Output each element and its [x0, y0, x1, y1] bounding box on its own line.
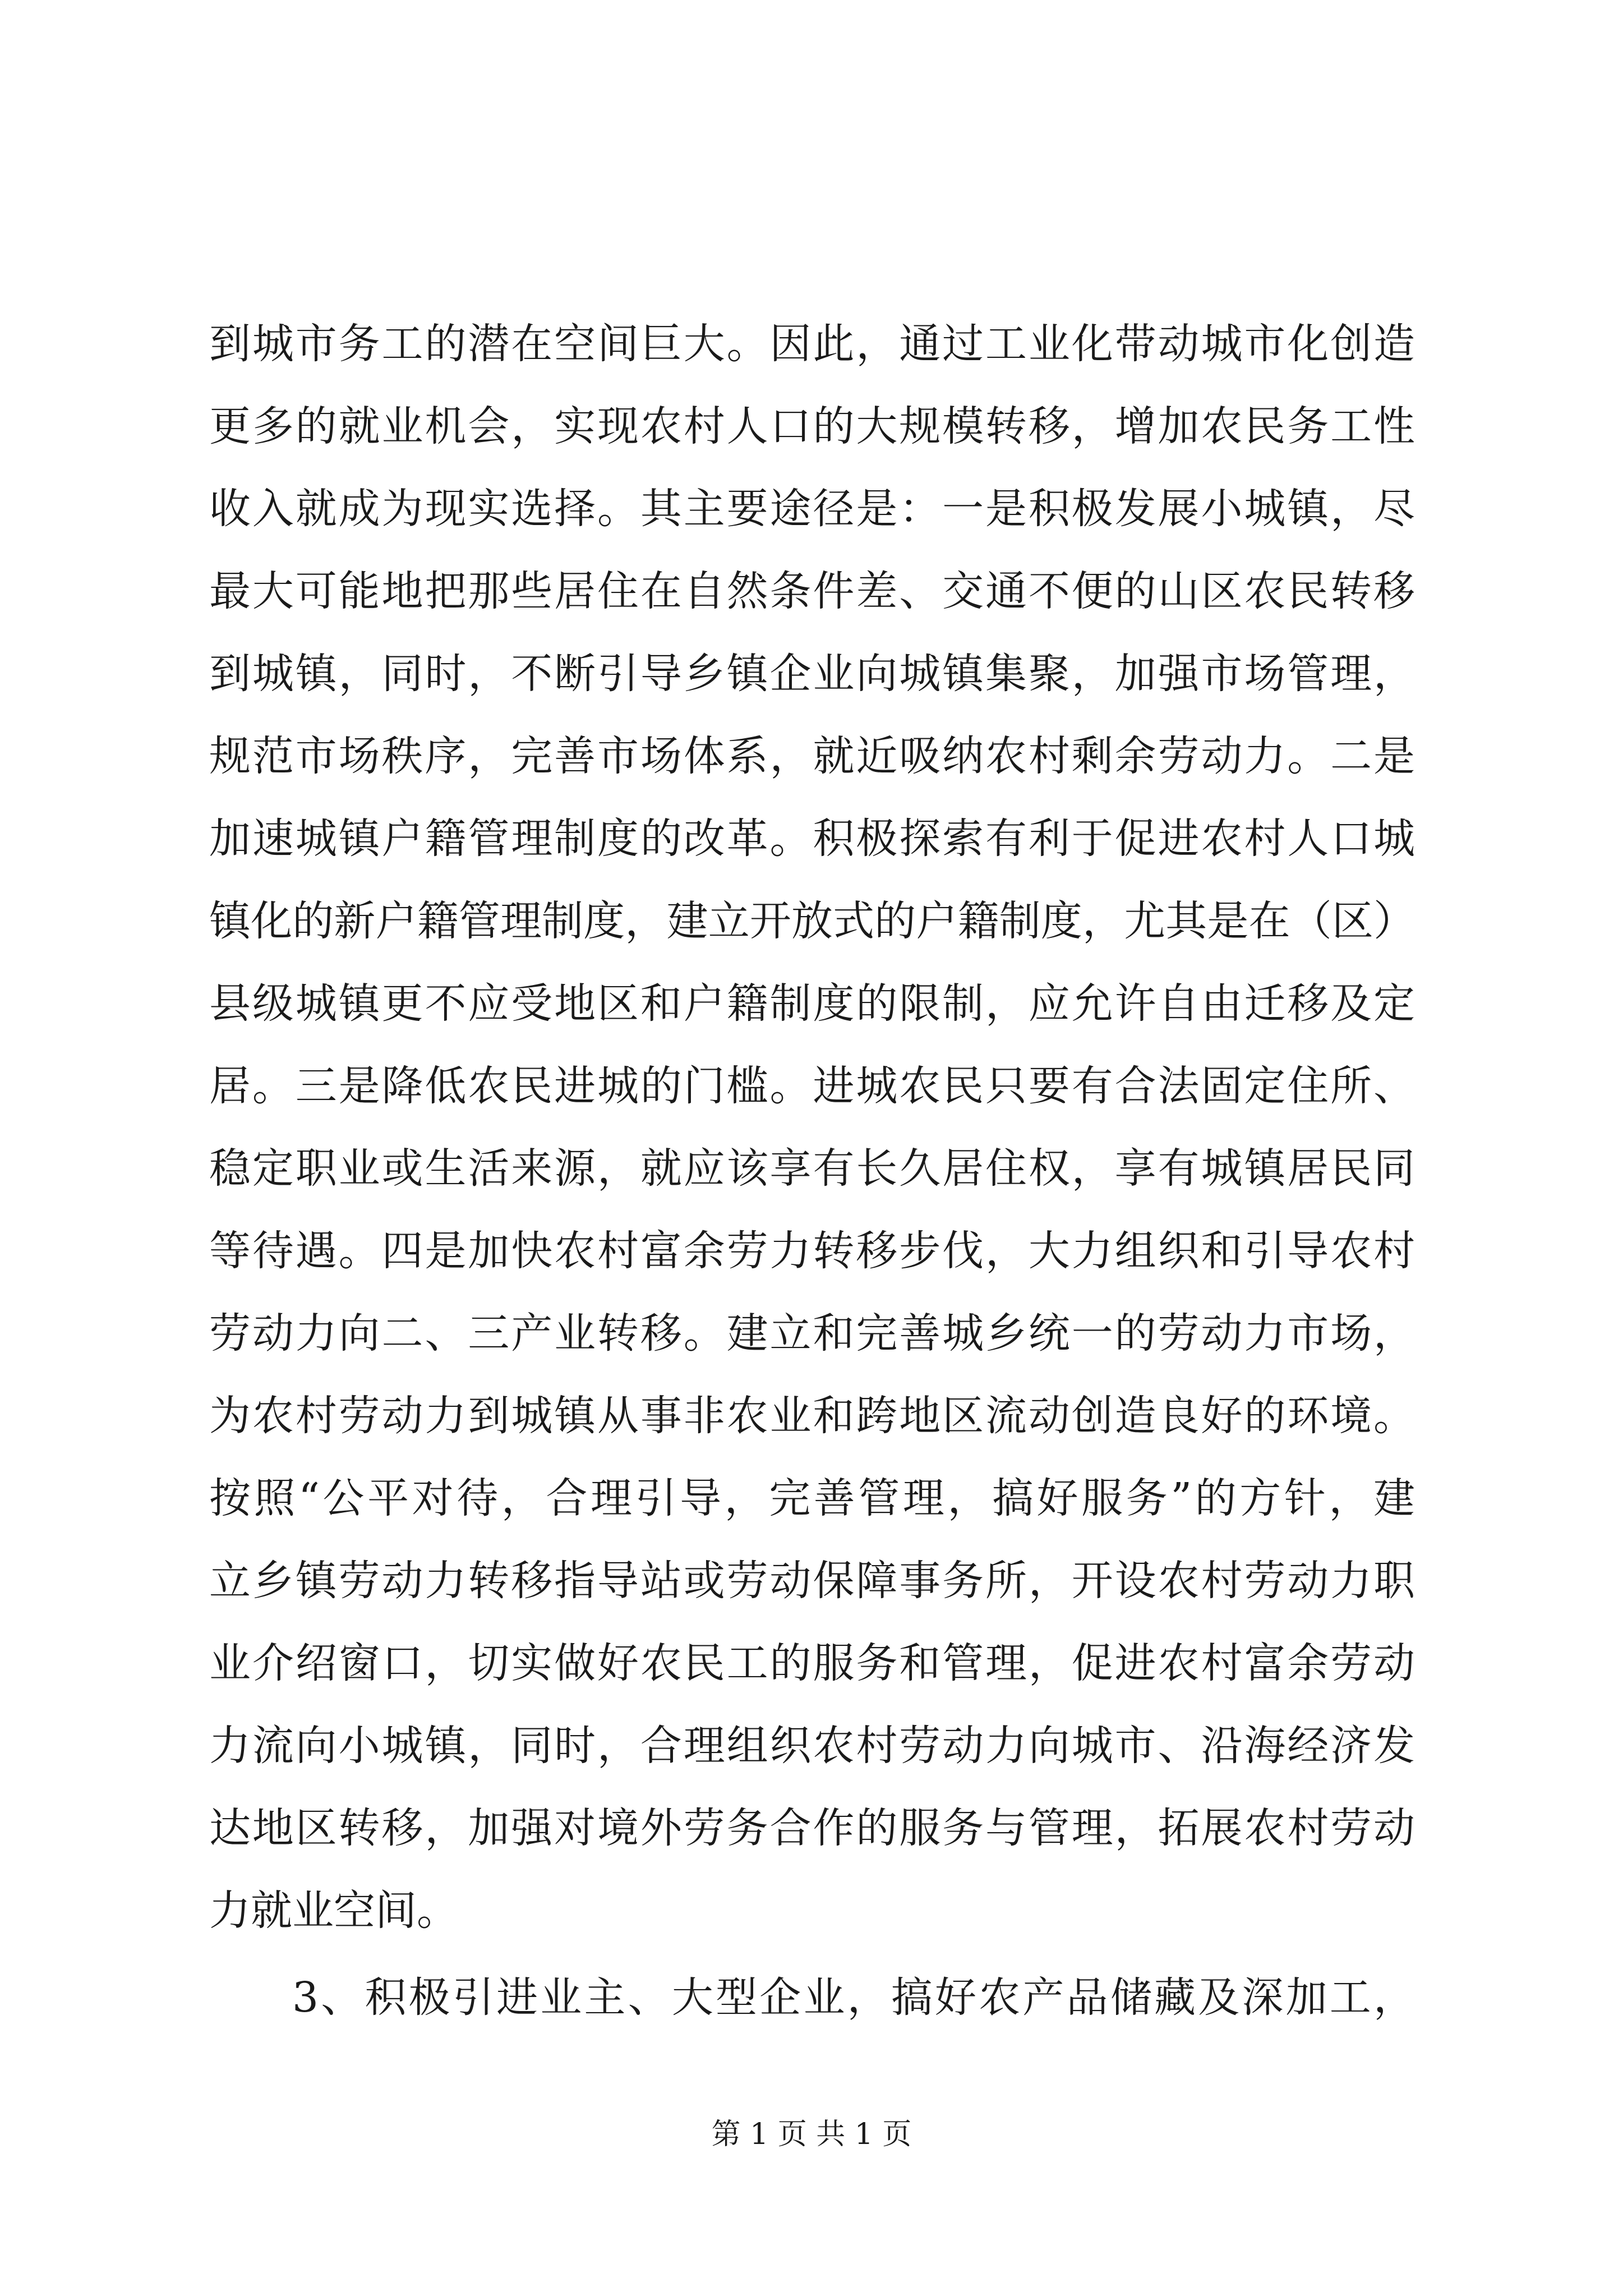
text-line: 规范市场秩序，完善市场体系，就近吸纳农村剩余劳动力。二是 — [209, 732, 1415, 780]
paragraph-2 — [209, 1957, 1415, 2039]
text-line: 居。三是降低农民进城的门槛。进城农民只要有合法固定住所、 — [209, 1062, 1415, 1110]
text-line: 稳定职业或生活来源，就应该享有长久居住权，享有城镇居民同 — [209, 1144, 1415, 1193]
text-line: 收入就成为现实选择。其主要途径是：一是积极发展小城镇，尽 — [209, 485, 1415, 533]
text-line: 到城镇，同时，不断引导乡镇企业向城镇集聚，加强市场管理， — [209, 650, 1415, 698]
text-line: 劳动力向二、三产业转移。建立和完善城乡统一的劳动力市场， — [209, 1309, 1415, 1358]
text-line: 力就业空间。 — [209, 1887, 458, 1935]
text-line: 为农村劳动力到城镇从事非农业和跨地区流动创造良好的环境。 — [209, 1392, 1415, 1440]
page-footer: 第 1 页 共 1 页 — [711, 2118, 912, 2151]
text-line: 力流向小城镇，同时，合理组织农村劳动力向城市、沿海经济发 — [209, 1722, 1415, 1770]
text-line: 3、积极引进业主、大型企业，搞好农产品储藏及深加工， — [292, 1973, 1415, 2022]
text-line: 达地区转移，加强对境外劳务合作的服务与管理，拓展农村劳动 — [209, 1804, 1415, 1852]
paragraph-1 — [209, 303, 1415, 1952]
text-line: 等待遇。四是加快农村富余劳力转移步伐，大力组织和引导农村 — [209, 1227, 1415, 1275]
text-line: 业介绍窗口，切实做好农民工的服务和管理，促进农村富余劳动 — [209, 1639, 1415, 1687]
text-line: 按照“公平对待，合理引导，完善管理，搞好服务”的方针，建 — [209, 1474, 1415, 1522]
text-line: 最大可能地把那些居住在自然条件差、交通不便的山区农民转移 — [209, 567, 1415, 615]
text-line: 镇化的新户籍管理制度，建立开放式的户籍制度，尤其是在（区） — [209, 897, 1415, 945]
text-line: 到城市务工的潜在空间巨大。因此，通过工业化带动城市化创造 — [209, 320, 1415, 368]
text-line: 立乡镇劳动力转移指导站或劳动保障事务所，开设农村劳动力职 — [209, 1557, 1415, 1605]
text-line: 县级城镇更不应受地区和户籍制度的限制，应允许自由迁移及定 — [209, 979, 1415, 1028]
text-line: 加速城镇户籍管理制度的改革。积极探索有利于促进农村人口城 — [209, 815, 1415, 863]
text-line: 更多的就业机会，实现农村人口的大规模转移，增加农民务工性 — [209, 402, 1415, 450]
